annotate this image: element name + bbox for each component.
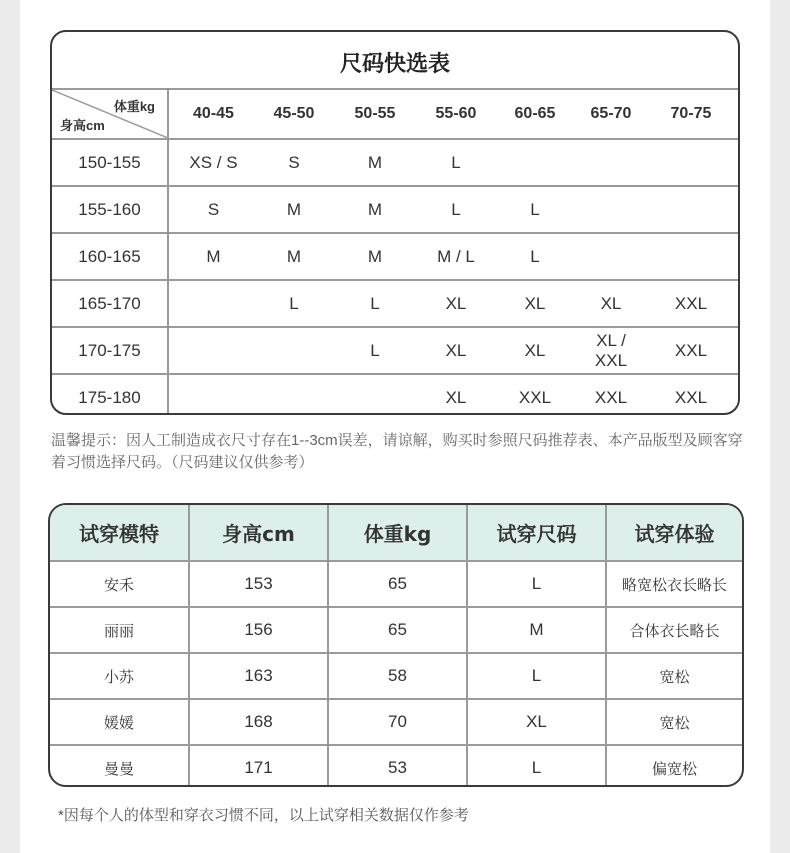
footnote: *因每个人的体型和穿衣习惯不同，以上试穿相关数据仅作参考 — [58, 807, 469, 824]
size-cell: L — [258, 280, 330, 327]
model-table-header-row — [50, 505, 742, 561]
model-fit-cell: 偏宽松 — [606, 745, 742, 787]
corner-height-label: 身高cm — [60, 118, 105, 133]
model-height-cell: 163 — [189, 653, 328, 699]
size-chart-row — [52, 233, 738, 280]
size-cell — [168, 374, 258, 415]
model-column-header: 试穿尺码 — [467, 505, 606, 561]
model-weight-cell: 70 — [328, 699, 467, 745]
weight-column-header: 45-50 — [273, 105, 315, 122]
size-cell: XXL — [644, 280, 738, 327]
model-table — [50, 505, 742, 787]
height-range-cell: 175-180 — [52, 374, 168, 415]
model-height-cell: 153 — [189, 561, 328, 607]
model-fit-cell: 宽松 — [606, 699, 742, 745]
size-cell: XS / S — [168, 139, 258, 186]
size-cell — [578, 139, 644, 186]
size-cell: L — [420, 186, 492, 233]
model-name-cell: 安禾 — [50, 561, 189, 607]
size-chart-row — [52, 139, 738, 186]
size-cell: M — [168, 233, 258, 280]
model-column-header: 身高cm — [189, 505, 328, 561]
size-cell: L — [420, 139, 492, 186]
model-column-header: 试穿体验 — [606, 505, 742, 561]
size-chart-corner-cell — [52, 90, 168, 139]
model-table-card — [48, 503, 744, 787]
size-chart-title: 尺码快选表 — [52, 32, 738, 90]
size-cell: L — [330, 327, 420, 374]
model-height-cell: 171 — [189, 745, 328, 787]
corner-weight-label: 体重kg — [113, 99, 155, 114]
height-range-cell: 165-170 — [52, 280, 168, 327]
model-size-cell: M — [467, 607, 606, 653]
model-size-cell: XL — [467, 699, 606, 745]
model-column-header: 试穿模特 — [50, 505, 189, 561]
model-size-cell: L — [467, 745, 606, 787]
model-height-cell: 156 — [189, 607, 328, 653]
size-cell: M / L — [420, 233, 492, 280]
model-column-header: 体重kg — [328, 505, 467, 561]
model-row — [50, 745, 742, 787]
model-row — [50, 607, 742, 653]
size-cell — [644, 139, 738, 186]
size-cell: XL — [492, 280, 578, 327]
size-cell — [644, 233, 738, 280]
model-fit-cell: 宽松 — [606, 653, 742, 699]
weight-column-header: 60-65 — [514, 105, 556, 122]
height-range-cell: 155-160 — [52, 186, 168, 233]
size-cell: M — [258, 233, 330, 280]
size-chart-row — [52, 280, 738, 327]
size-cell — [644, 186, 738, 233]
size-cell: M — [330, 233, 420, 280]
model-row — [50, 561, 742, 607]
model-name-cell: 丽丽 — [50, 607, 189, 653]
size-chart-table — [52, 90, 738, 415]
size-cell: XL — [420, 374, 492, 415]
size-cell — [258, 374, 330, 415]
size-cell — [578, 186, 644, 233]
model-weight-cell: 53 — [328, 745, 467, 787]
size-cell: XL — [420, 327, 492, 374]
size-chart-row — [52, 186, 738, 233]
size-cell — [258, 327, 330, 374]
model-row — [50, 699, 742, 745]
height-range-cell: 150-155 — [52, 139, 168, 186]
size-chart-row — [52, 374, 738, 415]
size-chart-header-row — [52, 90, 738, 139]
height-range-cell: 160-165 — [52, 233, 168, 280]
size-cell: S — [168, 186, 258, 233]
size-cell — [168, 280, 258, 327]
weight-column-header: 65-70 — [590, 105, 632, 122]
size-cell: XXL — [578, 374, 644, 415]
size-cell — [330, 374, 420, 415]
size-cell: XXL — [644, 374, 738, 415]
size-chart-row — [52, 327, 738, 374]
model-fit-cell: 合体衣长略长 — [606, 607, 742, 653]
model-name-cell: 曼曼 — [50, 745, 189, 787]
tip-note: 温馨提示：因人工制造成衣尺寸存在1--3cm误差，请谅解，购买时参照尺码推荐表、本产品版型及顾客穿着习惯选择尺码。（尺码建议仅供参考） — [51, 432, 743, 471]
model-name-cell: 媛媛 — [50, 699, 189, 745]
size-cell: XL — [492, 327, 578, 374]
size-chart-card — [50, 30, 740, 415]
size-cell: XL / XXL — [578, 327, 644, 374]
size-cell — [578, 233, 644, 280]
size-cell — [492, 139, 578, 186]
page — [20, 0, 770, 853]
size-cell — [168, 327, 258, 374]
weight-column-header: 50-55 — [354, 105, 396, 122]
weight-column-header: 40-45 — [193, 105, 234, 122]
weight-column-header: 55-60 — [435, 105, 477, 122]
model-height-cell: 168 — [189, 699, 328, 745]
size-cell: M — [258, 186, 330, 233]
size-cell: L — [492, 186, 578, 233]
size-cell: L — [492, 233, 578, 280]
size-cell: M — [330, 139, 420, 186]
model-row — [50, 653, 742, 699]
model-size-cell: L — [467, 561, 606, 607]
weight-column-header: 70-75 — [670, 105, 712, 122]
size-cell: XXL — [644, 327, 738, 374]
model-fit-cell: 略宽松衣长略长 — [606, 561, 742, 607]
model-weight-cell: 65 — [328, 561, 467, 607]
size-cell: XL — [578, 280, 644, 327]
size-cell: XXL — [492, 374, 578, 415]
size-cell: M — [330, 186, 420, 233]
size-cell: S — [258, 139, 330, 186]
size-cell: XL — [420, 280, 492, 327]
model-weight-cell: 65 — [328, 607, 467, 653]
model-size-cell: L — [467, 653, 606, 699]
size-cell: L — [330, 280, 420, 327]
model-weight-cell: 58 — [328, 653, 467, 699]
height-range-cell: 170-175 — [52, 327, 168, 374]
model-name-cell: 小苏 — [50, 653, 189, 699]
